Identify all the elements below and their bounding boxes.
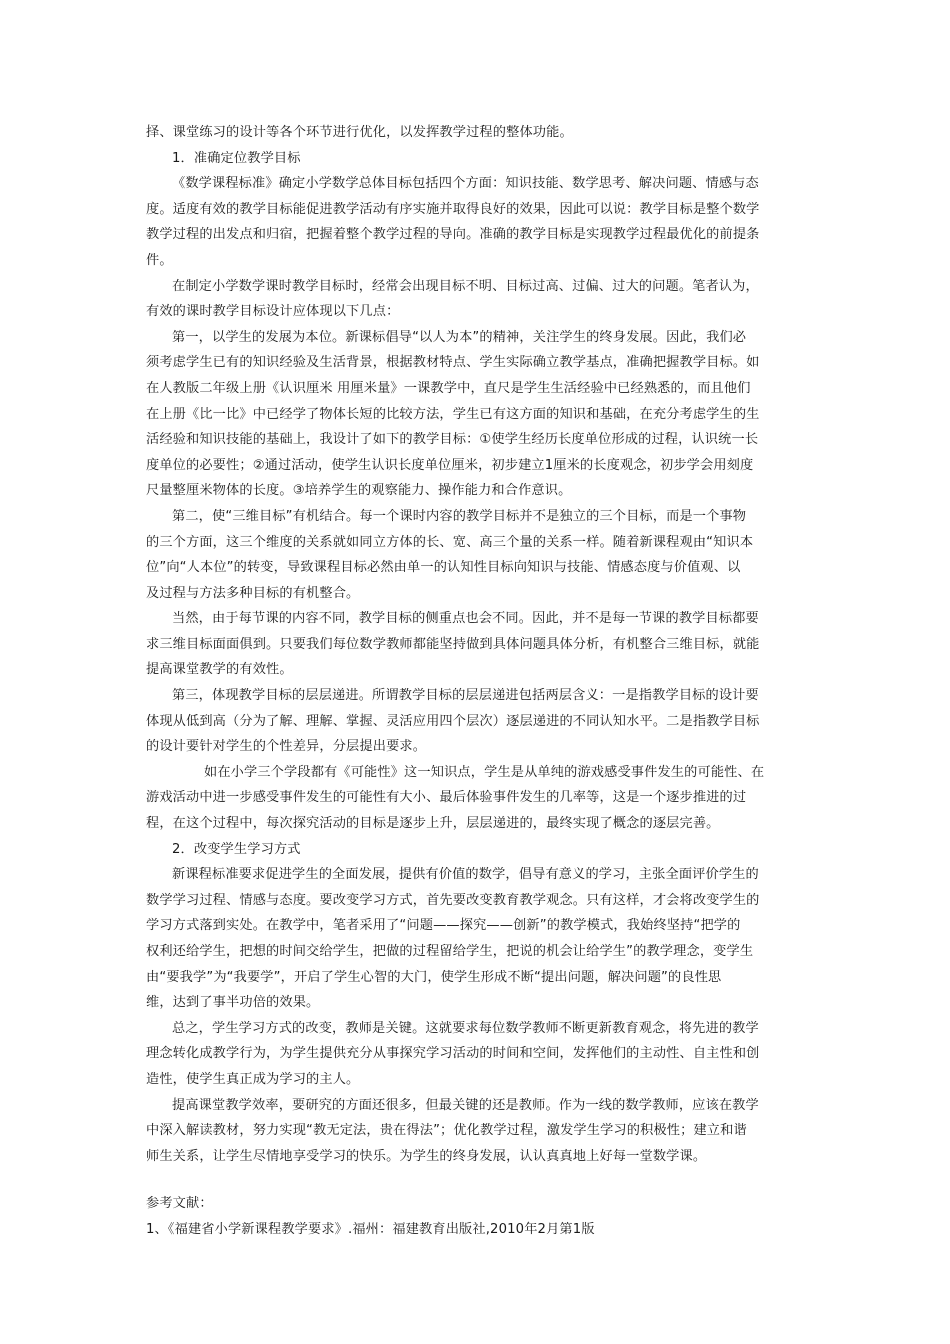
text-line: 当然，由于每节课的内容不同，教学目标的侧重点也会不同。因此，并不是每一节课的教学目标都要 <box>172 611 759 627</box>
text-line: 如在小学三个学段都有《可能性》这一知识点，学生是从单纯的游戏感受事件发生的可能性、在 <box>204 764 765 780</box>
text-line: 数学学习过程、情感与态度。要改变学习方式，首先要改变教育教学观念。只有这样，才会将改变学生的 <box>146 892 760 908</box>
text-line: 教学过程的出发点和归宿，把握着整个教学过程的导向。准确的教学目标是实现教学过程最优化的前提条 <box>146 227 760 243</box>
text-line: 择、课堂练习的设计等各个环节进行优化，以发挥教学过程的整体功能。 <box>146 125 573 140</box>
reference-item: 1、《福建省小学新课程教学要求》.福州：福建教育出版社,2010年2月第1版 <box>146 1221 595 1237</box>
text-line: 第三，体现教学目标的层层递进。所谓教学目标的层层递进包括两层含义：一是指教学目标的设计要 <box>172 688 759 704</box>
text-line: 中深入解读教材，努力实现“教无定法，贵在得法”；优化教学过程，激发学生学习的积极性；建立和谐 <box>146 1123 747 1139</box>
text-line: 求三维目标面面俱到。只要我们每位数学教师都能坚持做到具体问题具体分析，有机整合三维目标，就能 <box>146 636 760 652</box>
body-text <box>146 120 806 1169</box>
text-line: 活经验和知识技能的基础上，我设计了如下的教学目标：①使学生经历长度单位形成的过程，认识统一长 <box>146 432 759 448</box>
text-line: 师生关系，让学生尽情地享受学习的快乐。为学生的终身发展，认认真真地上好每一堂数学课。 <box>146 1148 707 1164</box>
text-line: 第一，以学生的发展为本位。新课标倡导“以人为本”的精神，关注学生的终身发展。因此，我们必 <box>172 329 747 345</box>
text-line: 在上册《比一比》中已经学了物体长短的比较方法，学生已有这方面的知识和基础，在充分考虑学生的生 <box>146 406 760 422</box>
text-line: 体现从低到高（分为了解、理解、掌握、灵活应用四个层次）逐层递进的不同认知水平。二是指教学目标 <box>146 713 760 729</box>
text-line: 件。 <box>146 252 173 268</box>
text-line: 的设计要针对学生的个性差异，分层提出要求。 <box>146 739 427 755</box>
text-line: 有效的课时教学目标设计应体现以下几点： <box>146 304 400 320</box>
text-line: 新课程标准要求促进学生的全面发展，提供有价值的数学，倡导有意义的学习，主张全面评价学生的 <box>172 867 759 883</box>
text-line: 在人教版二年级上册《认识厘米 用厘米量》一课教学中，直尺是学生生活经验中已经熟悉的，而且他们 <box>146 380 751 396</box>
text-line: 提高课堂教学效率，要研究的方面还很多，但最关键的还是教师。作为一线的数学教师，应该在教学 <box>172 1097 759 1113</box>
references-section <box>146 1191 806 1242</box>
text-line: 度单位的必要性；②通过活动，使学生认识长度单位厘米，初步建立1厘米的长度观念，初步学会用刻度 <box>146 457 754 473</box>
text-line: 第二，使“三维目标”有机结合。每一个课时内容的教学目标并不是独立的三个目标，而是一个事物 <box>172 508 747 524</box>
text-line: 《数学课程标准》确定小学数学总体目标包括四个方面：知识技能、数学思考、解决问题、情感与态 <box>172 176 759 192</box>
section-heading: 2．改变学生学习方式 <box>172 841 301 857</box>
text-line: 维，达到了事半功倍的效果。 <box>146 995 320 1011</box>
document-page <box>146 120 806 1243</box>
text-line: 造性，使学生真正成为学习的主人。 <box>146 1071 360 1087</box>
text-line: 权利还给学生，把想的时间交给学生，把做的过程留给学生，把说的机会让给学生”的教学理念，变学生 <box>146 944 754 959</box>
text-line: 由“要我学”为“我要学”，开启了学生心智的大门，使学生形成不断“提出问题，解决问题”的良性思 <box>146 969 722 985</box>
text-line: 度。适度有效的教学目标能促进教学活动有序实施并取得良好的效果，因此可以说：教学目标是整个数学 <box>146 201 760 217</box>
text-line: 提高课堂教学的有效性。 <box>146 662 293 678</box>
section-heading: 1．准确定位教学目标 <box>172 150 301 166</box>
text-line: 位”向“人本位”的转变，导致课程目标必然由单一的认知性目标向知识与技能、情感态度与价值观、以 <box>146 560 741 576</box>
text-line: 程，在这个过程中，每次探究活动的目标是逐步上升，层层递进的，最终实现了概念的逐层完善。 <box>146 816 720 832</box>
text-line: 总之，学生学习方式的改变，教师是关键。这就要求每位数学教师不断更新教育观念，将先进的教学 <box>172 1020 759 1036</box>
references-heading: 参考文献： <box>146 1196 213 1212</box>
text-line: 须考虑学生已有的知识经验及生活背景，根据教材特点、学生实际确立教学基点，准确把握教学目标。如 <box>146 355 760 371</box>
text-line: 在制定小学数学课时教学目标时，经常会出现目标不明、目标过高、过偏、过大的问题。笔者认为， <box>172 278 759 294</box>
paragraph-gap <box>146 1169 806 1191</box>
text-line: 的三个方面，这三个维度的关系就如同立方体的长、宽、高三个量的关系一样。随着新课程观由“知识本 <box>146 534 754 550</box>
text-line: 尺量整厘米物体的长度。③培养学生的观察能力、操作能力和合作意识。 <box>146 483 572 499</box>
text-line: 及过程与方法多种目标的有机整合。 <box>146 585 360 601</box>
text-line: 学习方式落到实处。在教学中，笔者采用了“问题——探究——创新”的教学模式，我始终坚持“把学的 <box>146 918 741 934</box>
text-line: 游戏活动中进一步感受事件发生的可能性有大小、最后体验事件发生的几率等，这是一个逐步推进的过 <box>146 790 747 806</box>
text-line: 理念转化成教学行为，为学生提供充分从事探究学习活动的时间和空间，发挥他们的主动性、自主性和创 <box>146 1046 760 1062</box>
